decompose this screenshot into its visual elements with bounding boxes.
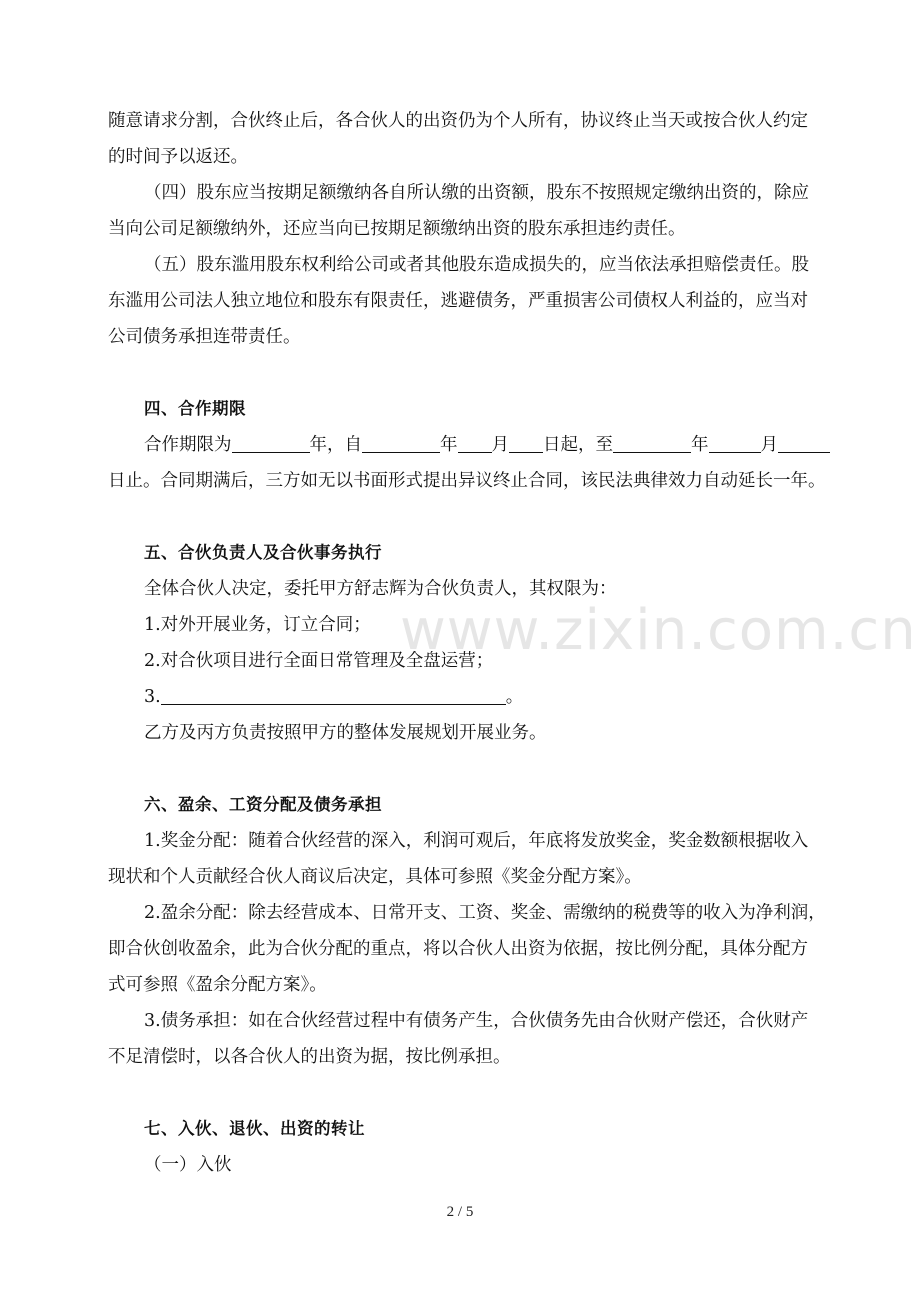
spacer bbox=[108, 499, 842, 535]
paragraph-line: 日止。合同期满后，三方如无以书面形式提出异议终止合同，该民法典律效力自动延长一年。 bbox=[108, 471, 826, 491]
paragraph-line: 即合伙创收盈余，此为合伙分配的重点，将以合伙人出资为依据，按比例分配，具体分配方 bbox=[108, 939, 808, 959]
term-text: 月 bbox=[491, 435, 509, 455]
paragraph-line: 随意请求分割，合伙终止后，各合伙人的出资仍为个人所有，协议终止当天或按合伙人约定 bbox=[108, 111, 808, 131]
spacer bbox=[108, 1075, 842, 1111]
term-text: 日起，至 bbox=[543, 435, 613, 455]
section-heading: 四、合作期限 bbox=[144, 399, 246, 418]
watermark-text: www.zixin.com.cn bbox=[400, 598, 917, 663]
paragraph-line: 不足清偿时，以各合伙人的出资为据，按比例承担。 bbox=[108, 1047, 511, 1067]
paragraph-line: 东滥用公司法人独立地位和股东有限责任，逃避债务，严重损害公司债权人利益的，应当对 bbox=[108, 291, 808, 311]
paragraph-line: 现状和个人贡献经合伙人商议后决定，具体可参照《奖金分配方案》。 bbox=[108, 867, 642, 887]
blank-field[interactable] bbox=[161, 686, 506, 705]
document-page bbox=[108, 103, 842, 1183]
paragraph-line: 公司债务承担连带责任。 bbox=[108, 327, 301, 347]
blank-field[interactable] bbox=[509, 434, 543, 453]
paragraph-line: 3.债务承担：如在合伙经营过程中有债务产生，合伙债务先由合伙财产偿还，合伙财产 bbox=[144, 1011, 809, 1031]
blank-field[interactable] bbox=[613, 434, 691, 453]
list-item: 1.对外开展业务，订立合同； bbox=[144, 615, 371, 635]
paragraph-line: 式可参照《盈余分配方案》。 bbox=[108, 975, 327, 995]
list-item bbox=[108, 679, 842, 715]
page-number: 2 / 5 bbox=[446, 1204, 474, 1220]
paragraph-line: 当向公司足额缴纳外，还应当向已按期足额缴纳出资的股东承担违约责任。 bbox=[108, 219, 686, 239]
section-heading: 五、合伙负责人及合伙事务执行 bbox=[144, 543, 382, 562]
list-item: 2.对合伙项目进行全面日常管理及全盘运营； bbox=[144, 651, 494, 671]
blank-field[interactable] bbox=[458, 434, 492, 453]
paragraph-line: （四）股东应当按期足额缴纳各自所认缴的出资额，股东不按照规定缴纳出资的，除应 bbox=[144, 183, 809, 203]
blank-field[interactable] bbox=[709, 434, 761, 453]
term-text: 年 bbox=[440, 435, 458, 455]
spacer bbox=[108, 355, 842, 391]
term-text: 年，自 bbox=[309, 435, 362, 455]
term-text: 年 bbox=[691, 435, 709, 455]
blank-field[interactable] bbox=[778, 434, 830, 453]
paragraph-line: 2.盈余分配：除去经营成本、日常开支、工资、奖金、需缴纳的税费等的收入为净利润， bbox=[144, 903, 826, 923]
paragraph-line: 1.奖金分配：随着合伙经营的深入，利润可观后，年底将发放奖金，奖金数额根据收入 bbox=[144, 831, 809, 851]
subsection-label: （一）入伙 bbox=[144, 1155, 232, 1175]
blank-field[interactable] bbox=[362, 434, 440, 453]
spacer bbox=[108, 751, 842, 787]
item-end: 。 bbox=[505, 687, 524, 707]
paragraph-line: 乙方及丙方负责按照甲方的整体发展规划开展业务。 bbox=[144, 723, 547, 743]
section-heading: 六、盈余、工资分配及债务承担 bbox=[144, 795, 382, 814]
paragraph-line: 的时间予以返还。 bbox=[108, 147, 248, 167]
section-heading: 七、入伙、退伙、出资的转让 bbox=[144, 1119, 365, 1138]
paragraph-line: 全体合伙人决定，委托甲方舒志辉为合伙负责人，其权限为： bbox=[144, 579, 617, 599]
item-number: 3. bbox=[144, 687, 161, 707]
paragraph-line: （五）股东滥用股东权利给公司或者其他股东造成损失的，应当依法承担赔偿责任。股 bbox=[144, 255, 809, 275]
blank-field[interactable] bbox=[232, 434, 310, 453]
term-text: 月 bbox=[760, 435, 778, 455]
term-line bbox=[108, 427, 842, 463]
term-prefix: 合作期限为 bbox=[144, 435, 232, 455]
